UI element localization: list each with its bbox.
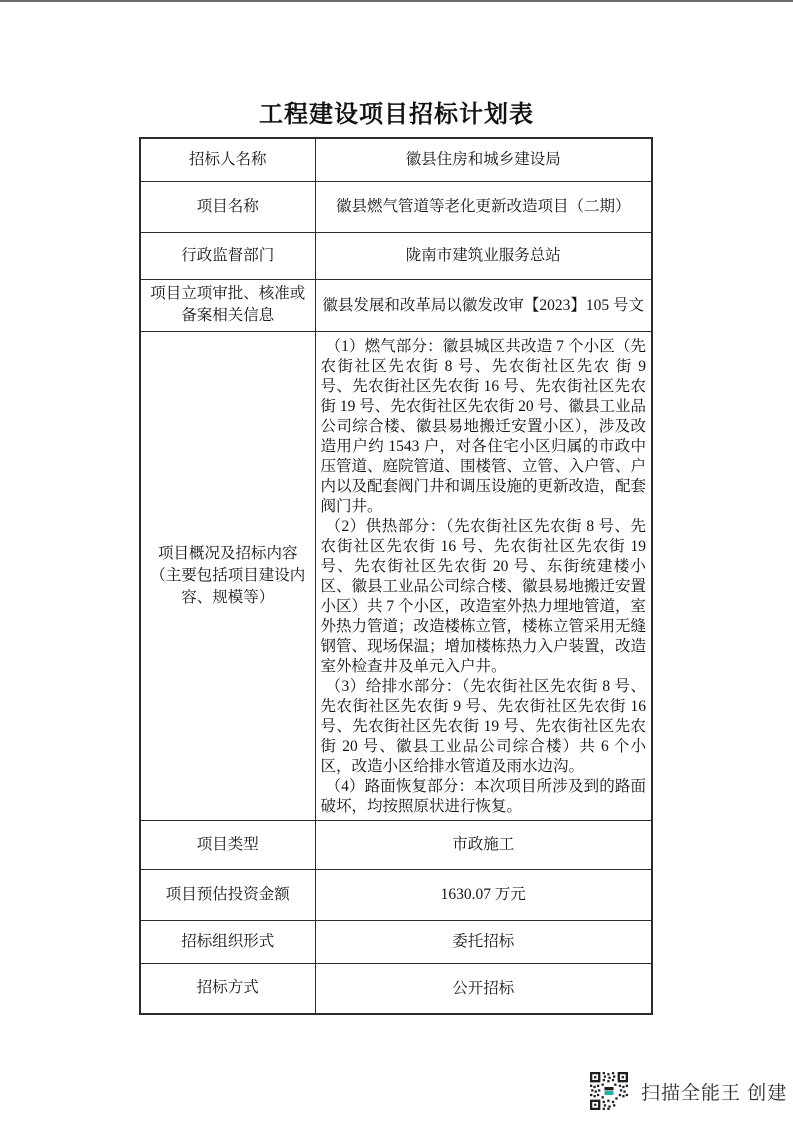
row-value: 市政施工 xyxy=(315,820,652,869)
row-label: 招标人名称 xyxy=(140,138,315,181)
row-label: 项目概况及招标内容（主要包括项目建设内容、规模等） xyxy=(140,331,315,820)
table-row-approval-info xyxy=(140,279,652,331)
table-row-project-overview xyxy=(140,331,652,820)
row-label: 项目名称 xyxy=(140,181,315,232)
row-value: 公开招标 xyxy=(315,963,652,1014)
row-value: 1630.07 万元 xyxy=(315,869,652,920)
scan-edge-artifact xyxy=(0,0,793,2)
row-value: 徽县住房和城乡建设局 xyxy=(315,138,652,181)
row-label: 项目类型 xyxy=(140,820,315,869)
row-label: 行政监督部门 xyxy=(140,232,315,279)
bidding-plan-table xyxy=(139,137,653,1015)
overview-section-gas: （1）燃气部分：徽县城区共改造 7 个小区（先农街社区先农街 8 号、先农街社区先农 街 9 号、先农街社区先农街 16 号、先农街社区先农街 19 号、先农街社区先农街 20 号、徽县工业品公司综合楼、徽县易地搬迁安置小区），涉及改造用户约 1543 户，对各住宅小区归属的市政中压管道、庭院管道、围楼管、立管、入户管、户内以及配套阀门井和调压设施的更新改造，配套阀门井。 xyxy=(320,337,647,515)
overview-section-heating: （2）供热部分：（先农街社区先农街 8 号、先农街社区先农街 16 号、先农街社区先农街 19 号、先农街社区先农街 20 号、东街统建楼小区、徽县工业品公司综合楼、徽县易地搬迁安置小区）共 7 个小区，改造室外热力埋地管道，室外热力管道；改造楼栋立管，楼栋立管采用无缝钢管、现场保温；增加楼栋热力入户装置，改造室外检查井及单元入户井。 xyxy=(320,517,647,675)
table-row-project-name xyxy=(140,181,652,232)
overview-section-water: （3）给排水部分：（先农街社区先农街 8 号、先农街社区先农街 9 号、先农街社区先农街 16 号、先农街社区先农街 19 号、先农街社区先农街 20 号、徽县工业品公司综合楼）共 6 个小区，改造小区给排水管道及雨水边沟。 xyxy=(320,677,646,775)
row-label: 招标方式 xyxy=(140,963,315,1014)
table-row-estimated-investment xyxy=(140,869,652,920)
table-row-supervision-dept xyxy=(140,232,652,279)
overview-section-road: （4）路面恢复部分：本次项目所涉及到的路面破坏，均按照原状进行恢复。 xyxy=(320,777,646,815)
overview-content xyxy=(315,331,652,820)
table-row-project-type xyxy=(140,820,652,869)
row-value: 陇南市建筑业服务总站 xyxy=(315,232,652,279)
page-title: 工程建设项目招标计划表 xyxy=(259,102,534,128)
table-row-tenderer-name xyxy=(140,138,652,181)
qr-code-icon xyxy=(590,1072,628,1110)
row-value: 徽县发展和改革局以徽发改审【2023】105 号文 xyxy=(315,279,652,331)
table-row-organization-form xyxy=(140,920,652,963)
row-label: 招标组织形式 xyxy=(140,920,315,963)
camscanner-created-label: 扫描全能王 创建 xyxy=(641,1082,788,1104)
camscanner-watermark xyxy=(590,1072,787,1110)
row-value: 徽县燃气管道等老化更新改造项目（二期） xyxy=(315,181,652,232)
table-row-bidding-method xyxy=(140,963,652,1014)
row-label: 项目预估投资金额 xyxy=(140,869,315,920)
row-label: 项目立项审批、核准或备案相关信息 xyxy=(140,279,315,331)
row-value: 委托招标 xyxy=(315,920,652,963)
